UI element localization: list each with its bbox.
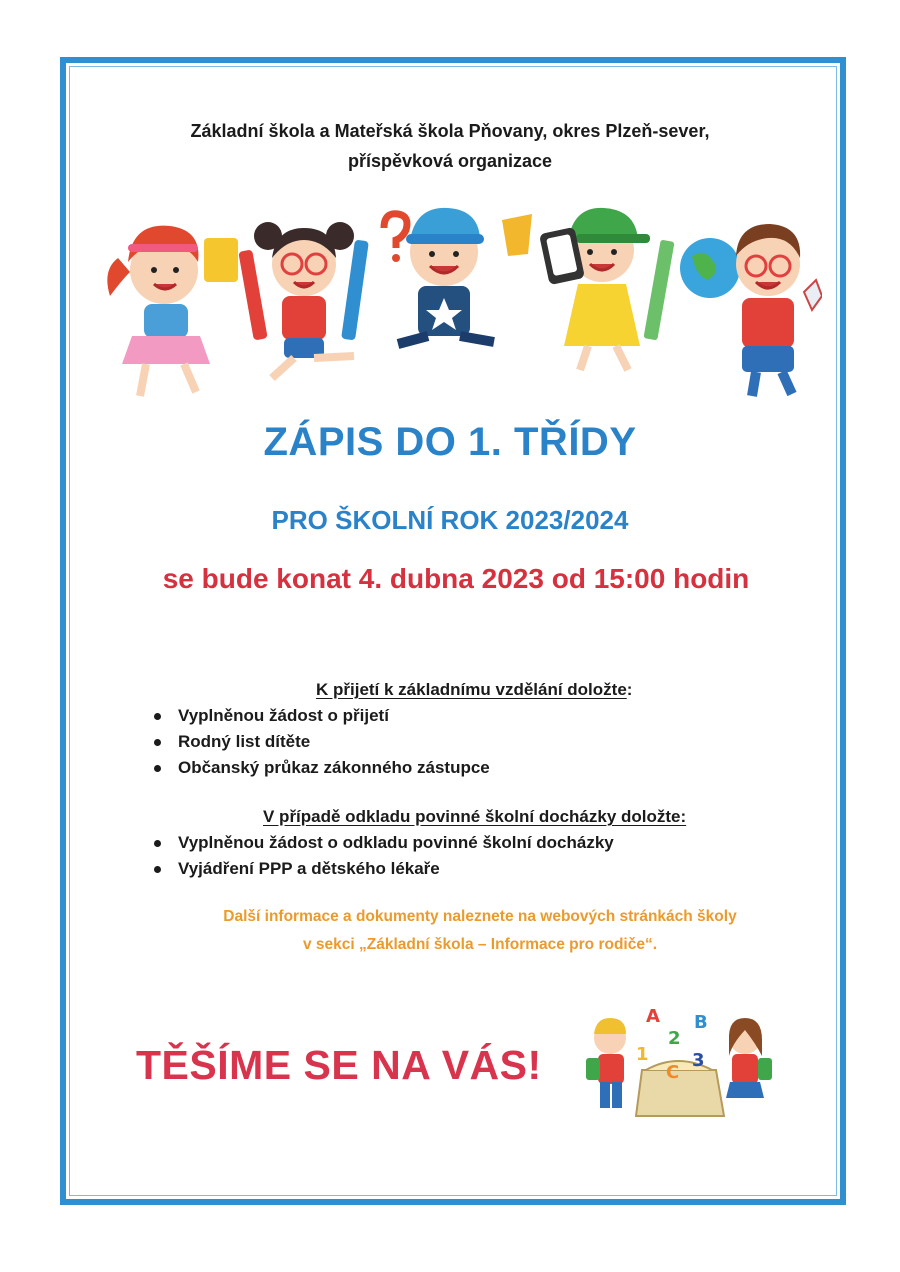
list-item: Rodný list dítěte bbox=[152, 730, 490, 756]
digit-1: 1 bbox=[636, 1044, 649, 1065]
children-with-letters-illustration bbox=[580, 1000, 780, 1125]
child-boy-blue-cap-figure bbox=[384, 208, 532, 344]
list-item: Vyplněnou žádost o přijetí bbox=[152, 704, 490, 730]
deferral-heading: V případě odkladu povinné školní docházky doložte: bbox=[263, 807, 687, 826]
school-name-line2: příspěvková organizace bbox=[347, 151, 553, 171]
letter-c: C bbox=[666, 1062, 680, 1083]
admission-heading-colon: : bbox=[626, 680, 633, 699]
more-info-line1: Další informace a dokumenty naleznete na webových stránkách školy bbox=[223, 908, 737, 925]
girl-figure bbox=[726, 1018, 772, 1098]
admission-heading-text: K přijetí k základnímu vzdělání doložte bbox=[316, 680, 627, 699]
child-boy-globe-figure bbox=[680, 224, 822, 396]
list-item: Vyplněnou žádost o odkladu povinné školní docházky bbox=[152, 831, 614, 857]
school-year-subtitle: PRO ŠKOLNÍ ROK 2023/2024 bbox=[271, 505, 629, 535]
jumping-children-illustration bbox=[92, 200, 822, 410]
more-info-line2: v sekci „Základní škola – Informace pro rodiče“. bbox=[302, 936, 658, 953]
school-header bbox=[0, 116, 900, 176]
digit-3: 3 bbox=[692, 1050, 705, 1071]
sack-shape bbox=[636, 1070, 724, 1116]
school-name-line1: Základní škola a Mateřská škola Pňovany, okres Plzeň-sever, bbox=[190, 121, 710, 141]
list-item: Vyjádření PPP a dětského lékaře bbox=[152, 857, 614, 883]
child-girl-red-hair-figure bbox=[107, 226, 238, 396]
page-title: ZÁPIS DO 1. TŘÍDY bbox=[263, 420, 637, 464]
deferral-documents-list bbox=[152, 831, 614, 883]
child-girl-green-cap-figure bbox=[539, 208, 675, 370]
digit-2: 2 bbox=[668, 1028, 681, 1049]
boy-figure bbox=[586, 1018, 626, 1108]
child-girl-buns-figure bbox=[238, 222, 369, 378]
closing-greeting: TĚŠÍME SE NA VÁS! bbox=[136, 1042, 542, 1088]
letter-b: B bbox=[694, 1012, 708, 1033]
event-date-line: se bude konat 4. dubna 2023 od 15:00 hodin bbox=[162, 563, 750, 594]
admission-documents-list bbox=[152, 704, 490, 782]
letter-a: A bbox=[646, 1006, 660, 1027]
list-item: Občanský průkaz zákonného zástupce bbox=[152, 756, 490, 782]
more-info-text bbox=[0, 903, 900, 959]
admission-heading bbox=[316, 680, 632, 700]
